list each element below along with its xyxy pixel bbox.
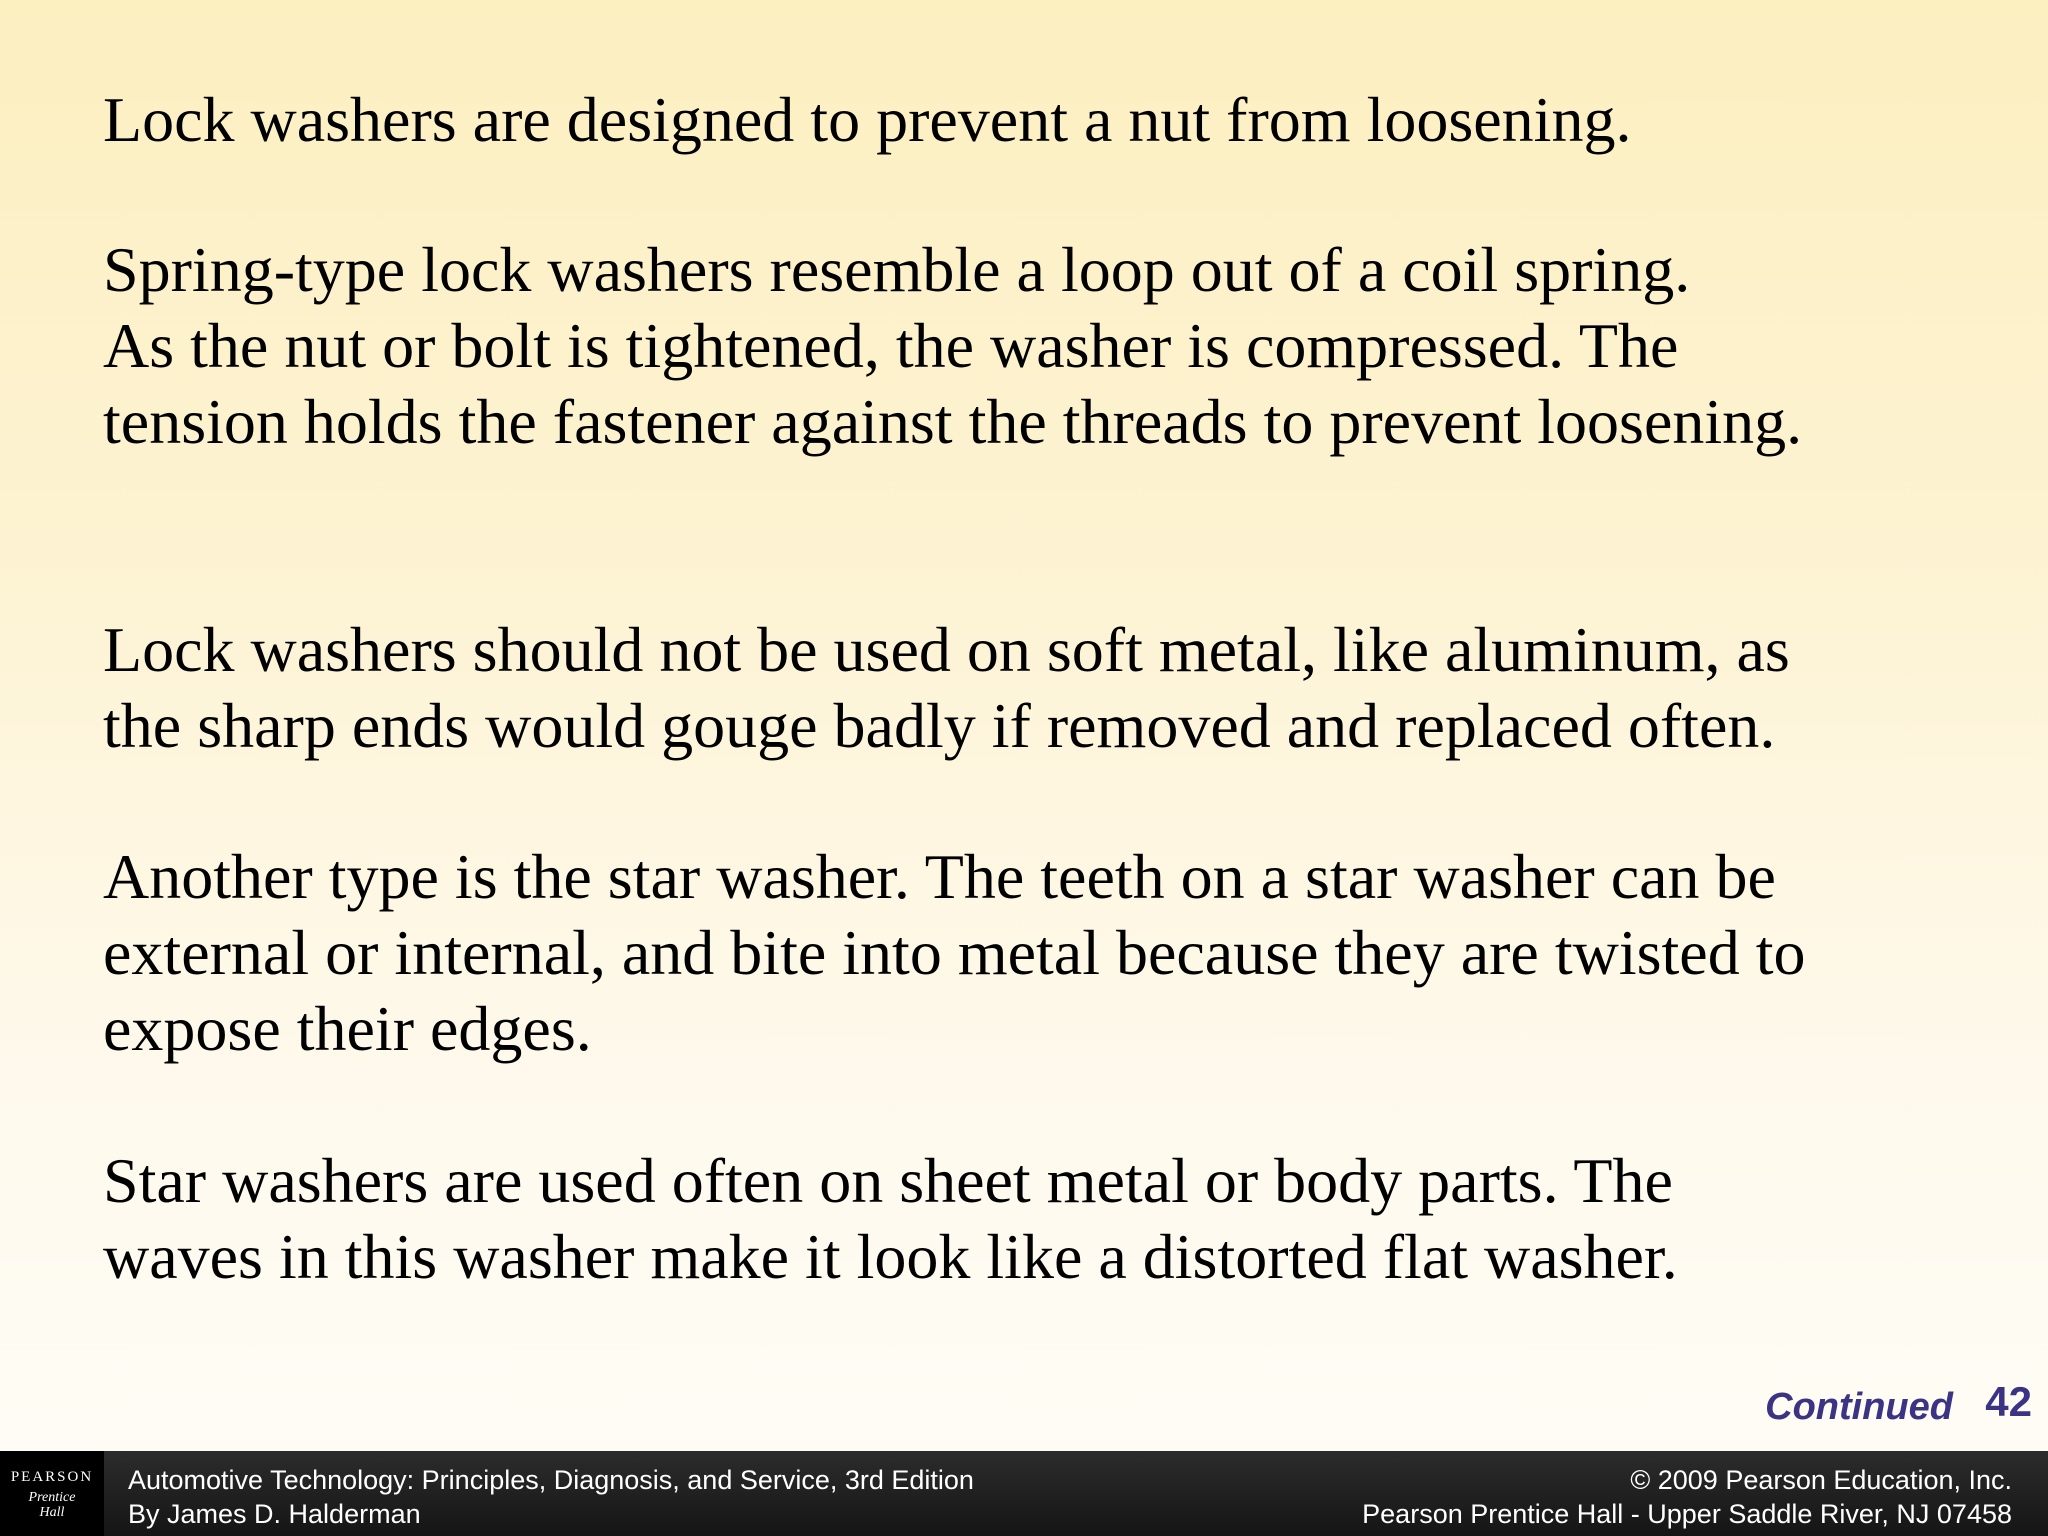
footer-publisher-info [1362,1463,2012,1531]
paragraph-soft-metal-warning [103,612,1790,764]
logo-imprint-text [29,1490,76,1520]
paragraph-line: the sharp ends would gouge badly if removed and replaced often. [103,690,1776,761]
copyright-notice: © 2009 Pearson Education, Inc. [1630,1465,2012,1495]
paragraph-lock-washers-purpose [103,82,1631,158]
book-author: By James D. Halderman [128,1499,421,1529]
paragraph-spring-type [103,232,1802,460]
paragraph-line: Lock washers are designed to prevent a nut from loosening. [103,84,1632,155]
footer-bar [0,1451,2048,1536]
paragraph-line: Lock washers should not be used on soft metal, like aluminum, as [103,614,1790,685]
pearson-prentice-hall-logo [0,1451,104,1536]
paragraph-line: external or internal, and bite into metal because they are twisted to [103,917,1806,988]
paragraph-line: waves in this washer make it look like a distorted flat washer. [103,1221,1678,1292]
paragraph-line: tension holds the fastener against the threads to prevent loosening. [103,386,1803,457]
continued-label: Continued [1765,1386,1953,1428]
logo-brand-text: PEARSON [10,1469,94,1485]
paragraph-line: Spring-type lock washers resemble a loop out of a coil spring. [103,234,1691,305]
paragraph-line: expose their edges. [103,993,592,1064]
paragraph-line: As the nut or bolt is tightened, the washer is compressed. The [103,310,1679,381]
publisher-address: Pearson Prentice Hall - Upper Saddle River, NJ 07458 [1362,1499,2012,1529]
paragraph-star-washer-usage [103,1143,1678,1295]
paragraph-line: Star washers are used often on sheet metal or body parts. The [103,1145,1673,1216]
paragraph-star-washer [103,839,1805,1067]
book-title: Automotive Technology: Principles, Diagnosis, and Service, 3rd Edition [128,1465,974,1495]
page-number: 42 [1985,1378,2032,1425]
logo-imprint-line: Prentice [28,1490,76,1505]
logo-imprint-line: Hall [39,1505,65,1520]
paragraph-line: Another type is the star washer. The teeth on a star washer can be [103,841,1776,912]
footer-book-info [128,1463,974,1531]
